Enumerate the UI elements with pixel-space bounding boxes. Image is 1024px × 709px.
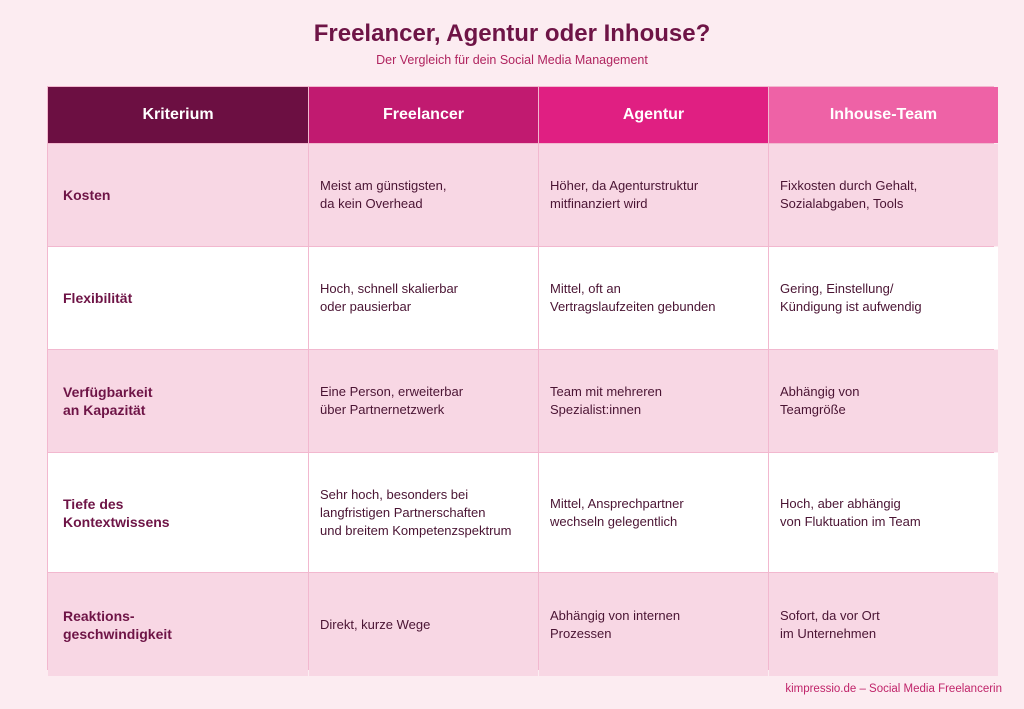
criterion-cell: Kosten xyxy=(48,144,308,246)
agentur-cell: Mittel, Ansprechpartner wechseln gelegentlich xyxy=(539,453,768,572)
agentur-cell: Mittel, oft an Vertragslaufzeiten gebunden xyxy=(539,247,768,349)
footer-credit: kimpressio.de – Social Media Freelancerin xyxy=(785,683,1002,695)
comparison-table xyxy=(47,86,994,670)
page-title: Freelancer, Agentur oder Inhouse? xyxy=(313,20,711,47)
criterion-cell: Verfügbarkeit an Kapazität xyxy=(48,350,308,452)
criterion-cell: Tiefe des Kontextwissens xyxy=(48,453,308,572)
inhouse-cell: Gering, Einstellung/ Kündigung ist aufwendig xyxy=(769,247,998,349)
inhouse-cell: Abhängig von Teamgröße xyxy=(769,350,998,452)
freelancer-cell: Sehr hoch, besonders bei langfristigen Partnerschaften und breitem Kompetenzspektrum xyxy=(309,453,538,572)
inhouse-cell: Sofort, da vor Ort im Unternehmen xyxy=(769,573,998,676)
freelancer-cell: Meist am günstigsten, da kein Overhead xyxy=(309,144,538,246)
criterion-cell: Flexibilität xyxy=(48,247,308,349)
freelancer-cell: Direkt, kurze Wege xyxy=(309,573,538,676)
inhouse-cell: Hoch, aber abhängig von Fluktuation im Team xyxy=(769,453,998,572)
criterion-cell: Reaktions- geschwindigkeit xyxy=(48,573,308,676)
agentur-cell: Abhängig von internen Prozessen xyxy=(539,573,768,676)
agentur-cell: Team mit mehreren Spezialist:innen xyxy=(539,350,768,452)
page-subtitle: Der Vergleich für dein Social Media Management xyxy=(376,53,648,67)
header-kriterium: Kriterium xyxy=(48,87,308,143)
header-freelancer: Freelancer xyxy=(309,87,538,143)
header-agentur: Agentur xyxy=(539,87,768,143)
freelancer-cell: Eine Person, erweiterbar über Partnernetzwerk xyxy=(309,350,538,452)
inhouse-cell: Fixkosten durch Gehalt, Sozialabgaben, Tools xyxy=(769,144,998,246)
header-inhouse: Inhouse-Team xyxy=(769,87,998,143)
agentur-cell: Höher, da Agenturstruktur mitfinanziert wird xyxy=(539,144,768,246)
freelancer-cell: Hoch, schnell skalierbar oder pausierbar xyxy=(309,247,538,349)
